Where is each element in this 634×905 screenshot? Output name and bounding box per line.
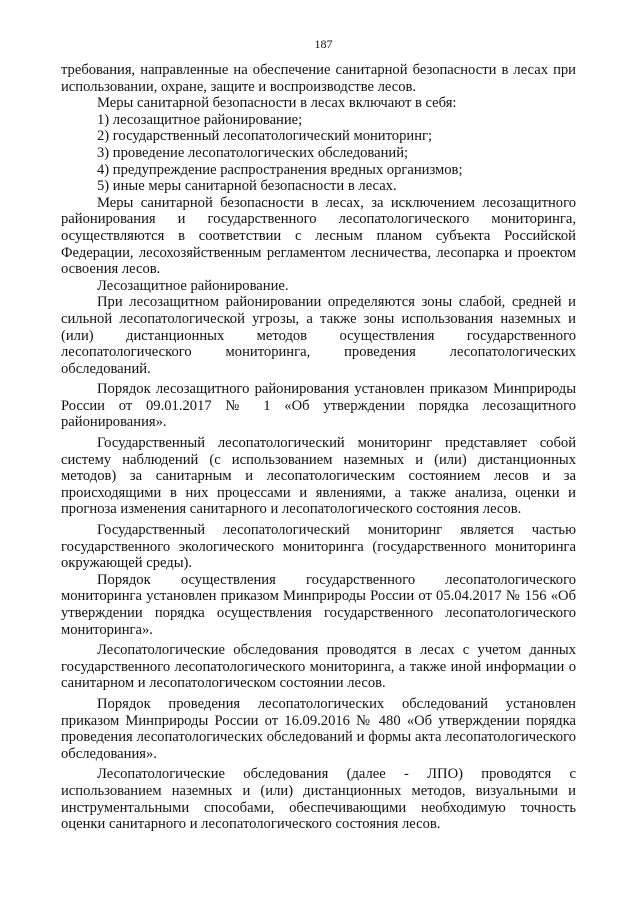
paragraph-monitoring-order: Порядок осуществления государственного лесопатологического мониторинга установлен приказом Минприроды России от 05.04.2017 № 156 «Об утверждении порядка осуществления государственного лесопатологического мониторинга». — [61, 571, 576, 638]
paragraph-surveys-order: Порядок проведения лесопатологических обследований установлен приказом Минприроды России от 16.09.2016 № 480 «Об утверждении порядка проведения лесопатологических обследований и формы акта лесопатологического обследования». — [61, 695, 576, 762]
list-item-1: 1) лесозащитное районирование; — [97, 111, 303, 128]
list-item-2: 2) государственный лесопатологический мониторинг; — [97, 128, 433, 145]
paragraph-continuation: требования, направленные на обеспечение санитарной безопасности в лесах при использовании, охране, защите и воспроизводстве лесов. — [61, 62, 576, 95]
paragraph-measures-exceptions: Меры санитарной безопасности в лесах, за исключением лесозащитного районирования и государственного лесопатологического мониторинга, осуществляются в соответствии с лесным планом субъекта Российской Федерации, лесохозяйственным регламентом лесничества, лесопарка и проектом освоения лесов. — [61, 194, 576, 278]
paragraph-surveys-conducted: Лесопатологические обследования проводятся в лесах с учетом данных государственного лесопатологического мониторинга, а также иной информации о санитарном и лесопатологическом состоянии лесов. — [61, 642, 576, 692]
paragraph-monitoring-part: Государственный лесопатологический мониторинг является частью государственного экологического мониторинга (государственного мониторинга окружающей среды). — [61, 522, 576, 572]
paragraph-lpo-methods: Лесопатологические обследования (далее - ЛПО) проводятся с использованием наземных и (или) дистанционных методов, визуальными и инструментальными способами, обеспечивающими необходимую точность оценки санитарного и лесопатологического состояния лесов. — [61, 766, 576, 833]
list-item-5: 5) иные меры санитарной безопасности в лесах. — [97, 178, 397, 195]
document-page — [61, 36, 576, 833]
paragraph-measures-intro: Меры санитарной безопасности в лесах включают в себя: — [97, 95, 457, 112]
page-number: 187 — [314, 37, 333, 51]
list-item-4: 4) предупреждение распространения вредных организмов; — [97, 161, 463, 178]
list-item-3: 3) проведение лесопатологических обследований; — [97, 144, 409, 161]
paragraph-monitoring-definition: Государственный лесопатологический мониторинг представляет собой систему наблюдений (с использованием наземных и (или) дистанционных методов) за санитарным и лесопатологическим состоянием лесов и за происходящими в них процессами и явлениями, а также анализа, оценки и прогноза изменения санитарного и лесопатологического состояния лесов. — [61, 435, 576, 518]
paragraph-heading-zoning: Лесозащитное районирование. — [97, 277, 289, 294]
paragraph-zoning-zones: При лесозащитном районировании определяются зоны слабой, средней и сильной лесопатологической угрозы, а также зоны использования наземных и (или) дистанционных методов осуществления государственного лесопатологического мониторинга, проведения лесопатологических обследований. — [61, 294, 576, 377]
paragraph-zoning-order: Порядок лесозащитного районирования установлен приказом Минприроды России от 09.01.2017 № 1 «Об утверждении порядка лесозащитного районирования». — [61, 381, 576, 431]
